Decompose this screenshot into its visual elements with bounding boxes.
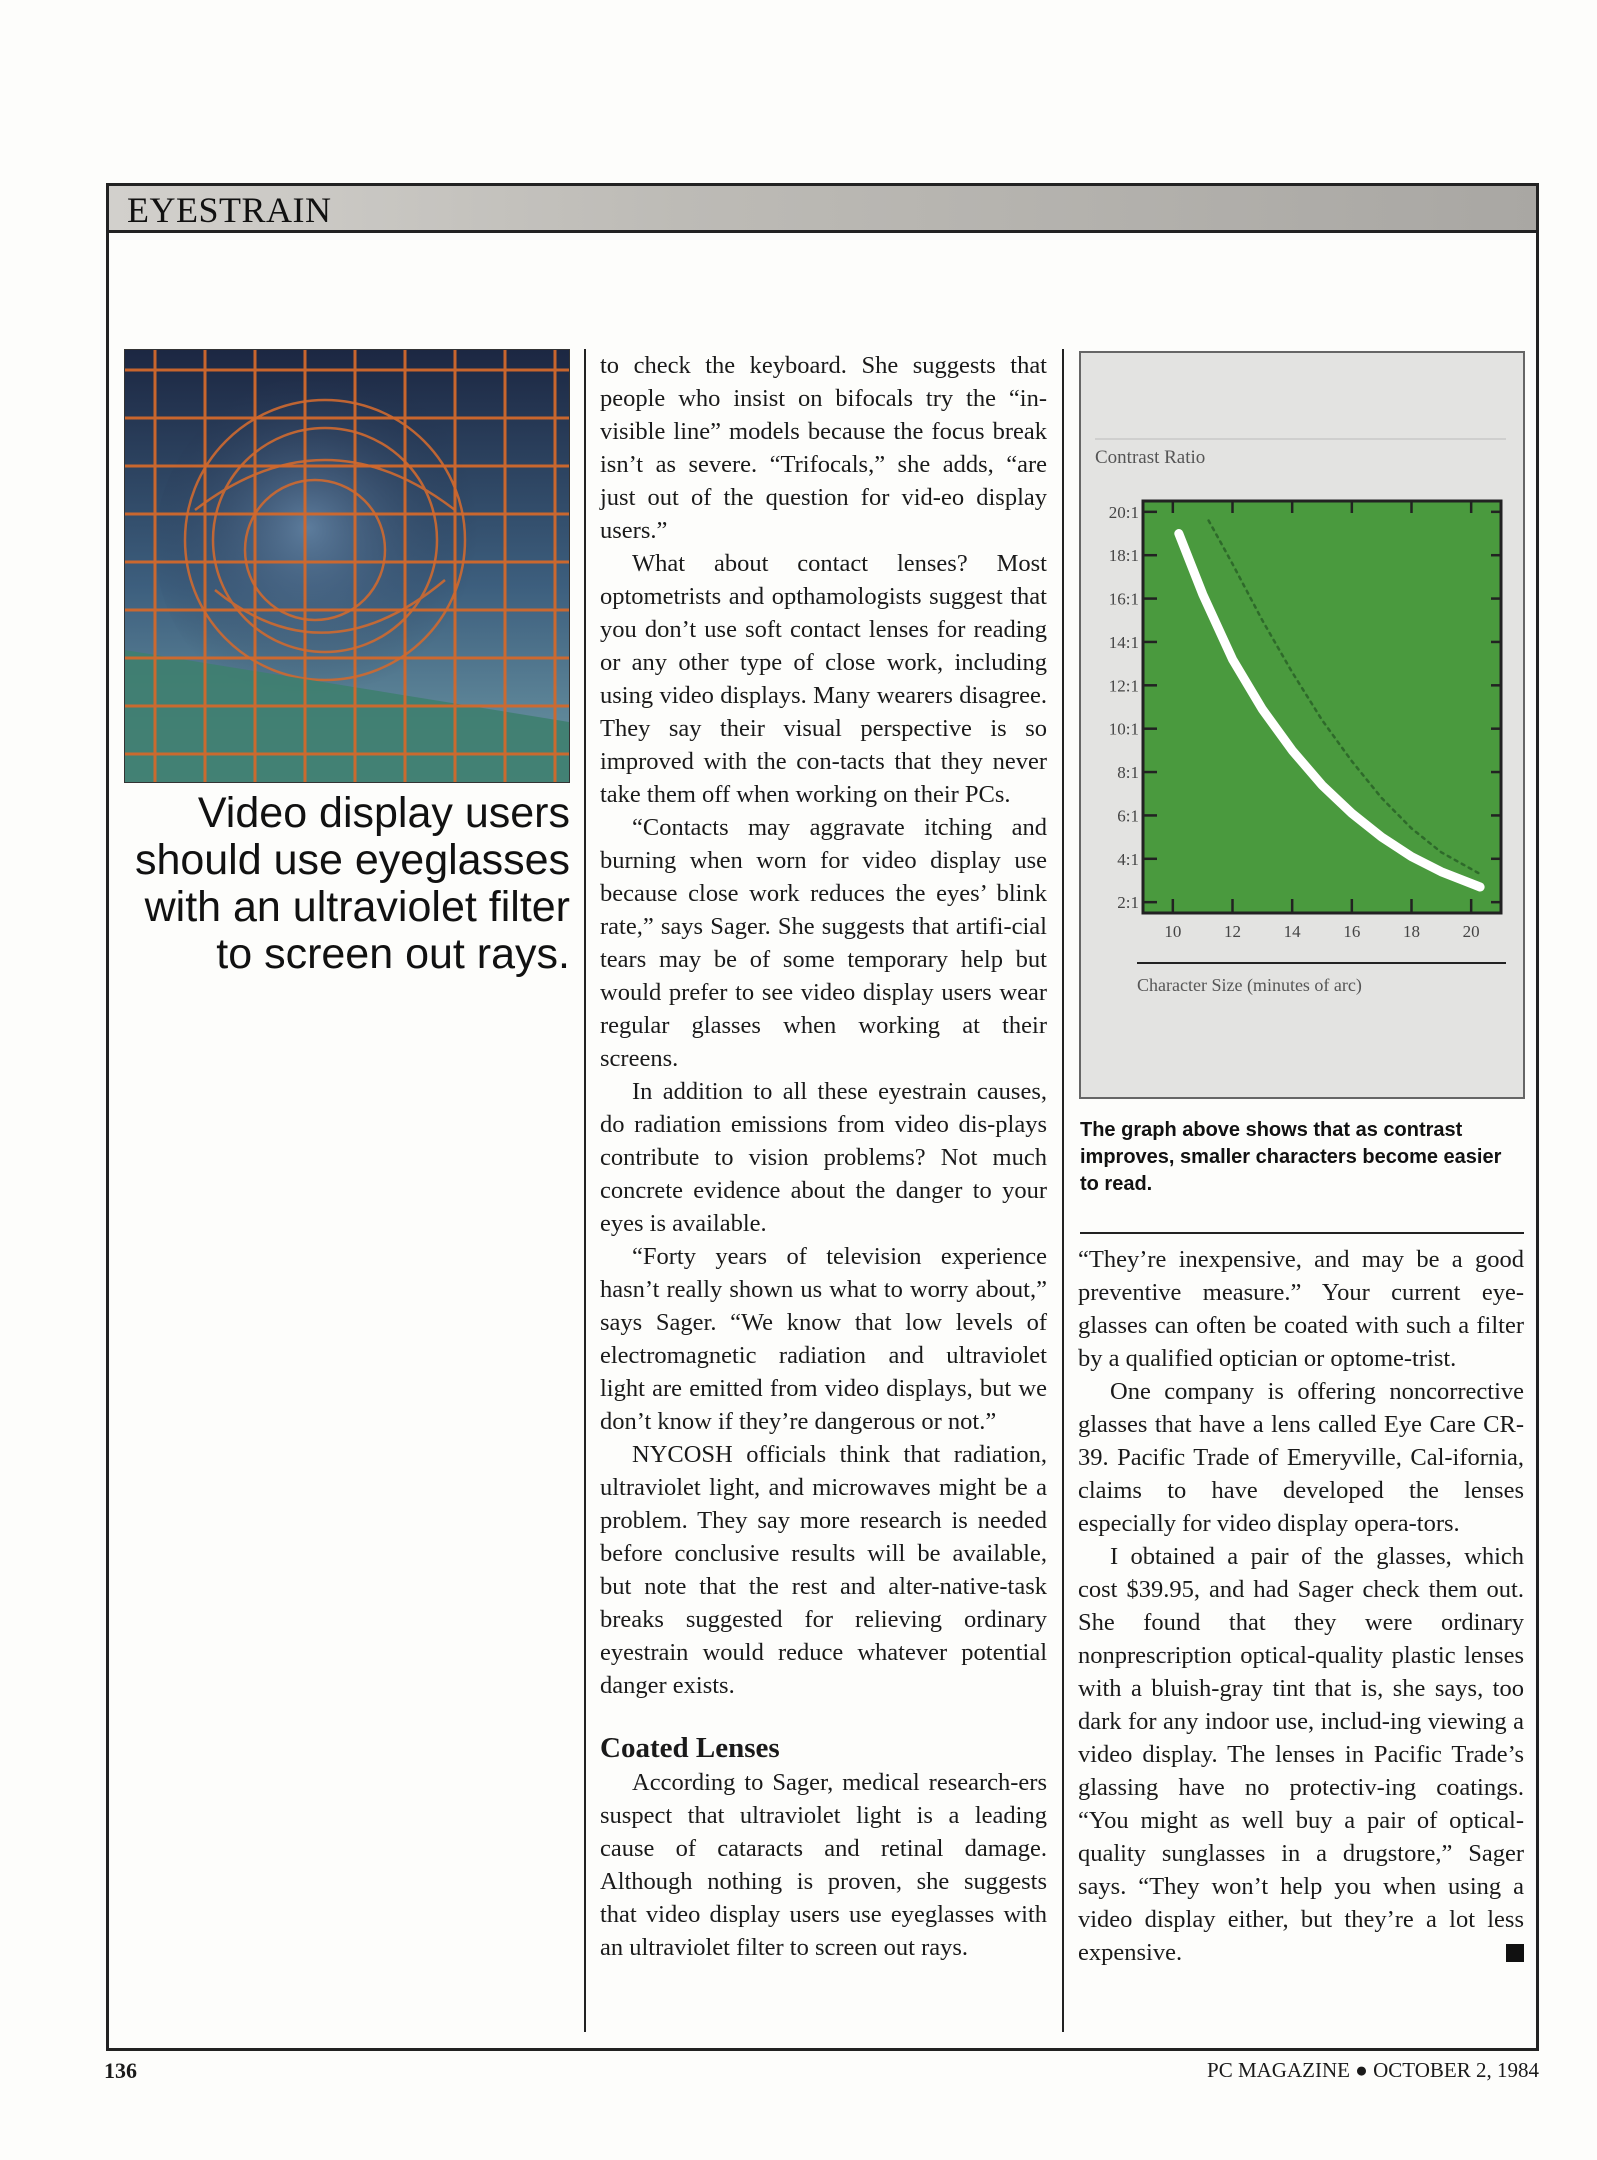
x-tick-label: 14 — [1283, 922, 1301, 941]
paragraph — [1078, 1540, 1524, 1969]
section-title: EYESTRAIN — [127, 190, 332, 230]
paragraph: One company is offering noncorrective glasses that have a lens called Eye Care CR-39. Pacific Trade of Emeryville, Cal-ifornia, claims to have developed the lenses especially for video display opera-tors. — [1078, 1378, 1524, 1537]
end-of-article-mark — [1506, 1944, 1524, 1962]
subheading: Coated Lenses — [600, 1732, 780, 1764]
paragraph: NYCOSH officials think that radiation, ultraviolet light, and microwaves might be a problem. They say more research is needed before conclusive results will be available, but note that the rest and alter-native-task breaks suggested for relieving ordinary eyestrain would reduce whatever potential danger exists. — [600, 1441, 1047, 1699]
x-tick-label: 16 — [1343, 922, 1361, 941]
publication-line: PC MAGAZINE ● OCTOBER 2, 1984 — [1207, 2058, 1539, 2082]
column-rule-left — [584, 349, 586, 2032]
y-tick-label: 12:1 — [1108, 676, 1139, 696]
x-tick-label: 18 — [1403, 922, 1420, 941]
paragraph: “Contacts may aggravate itching and burning when worn for video display use because close work reduces the eyes’ blink rate,” says Sager. She suggests that artifi-cial tears may be of some temporary help but would prefer to see video display users wear regular glasses when working at their screens. — [600, 814, 1047, 1072]
contrast-graph-panel — [1079, 351, 1525, 1099]
x-axis-label: Character Size (minutes of arc) — [1137, 975, 1362, 995]
x-tick-label: 20 — [1462, 922, 1480, 941]
y-tick-label: 16:1 — [1108, 589, 1139, 609]
caption-rule — [1080, 1232, 1524, 1234]
chart-title: Contrast Ratio — [1095, 447, 1206, 468]
pull-quote: Video display users should use eyeglasses with an ultraviolet filter to screen out rays. — [134, 789, 570, 978]
y-tick-label: 20:1 — [1108, 502, 1139, 522]
paragraph: What about contact lenses? Most optometrists and opthamologists suggest that you don’t use soft contact lenses for reading or any other type of close work, including using video displays. Many wearers disagree. They say their visual perspective is so improved with the con-tacts that they never take them off when working on their PCs. — [600, 550, 1047, 808]
paragraph: “They’re inexpensive, and may be a good preventive measure.” Your current eye-glasses can often be coated with such a filter by a qualified optician or optome-trist. — [1078, 1246, 1524, 1372]
y-tick-label: 2:1 — [1117, 893, 1139, 913]
graph-caption: The graph above shows that as contrast improves, smaller characters become easier to read. — [1080, 1119, 1502, 1195]
article-column-middle — [600, 349, 1047, 1964]
eye-grid-illustration — [124, 349, 570, 783]
y-tick-label: 18:1 — [1108, 546, 1139, 566]
x-tick-label: 10 — [1164, 922, 1182, 941]
x-tick-label: 12 — [1224, 922, 1241, 941]
paragraph: “Forty years of television experience hasn’t really shown us what to worry about,” says Sager. “We know that low levels of electromagnetic radiation and ultraviolet light are emitted from video displays, but we don’t know if they’re dangerous or not.” — [600, 1243, 1047, 1435]
chart-plot-area — [1143, 501, 1501, 913]
paragraph-text: I obtained a pair of the glasses, which cost $39.95, and had Sager check them out. She found that they were ordinary nonprescription optical-quality plastic lenses with a bluish-gray tint that is, she says, too dark for any indoor use, includ-ing viewing a video display. The lenses in Pacific Trade’s glassing have no protectiv-ing coatings. “You might as well buy a pair of optical-quality sunglasses in a drugstore,” Sager says. “They won’t help you when using a video display either, but they’re a lot less expensive. — [1078, 1543, 1524, 1966]
contrast-chart — [1081, 353, 1523, 1097]
y-tick-label: 14:1 — [1108, 632, 1139, 652]
y-tick-label: 6:1 — [1117, 806, 1139, 826]
eye-grid-svg — [125, 350, 569, 782]
article-column-right — [1078, 1243, 1524, 1969]
paragraph: In addition to all these eyestrain causes, do radiation emissions from video dis-plays contribute to vision problems? Not much concrete evidence about the danger to your eyes is available. — [600, 1078, 1047, 1237]
paragraph: to check the keyboard. She suggests that people who insist on bifocals try the “in-visible line” models because the focus break isn’t as severe. “Trifocals,” she adds, “are just out of the question for vid-eo display users.” — [600, 352, 1047, 544]
y-tick-label: 8:1 — [1117, 763, 1139, 783]
column-rule-right — [1062, 349, 1064, 2032]
page-number: 136 — [104, 2058, 137, 2083]
y-tick-label: 4:1 — [1117, 849, 1139, 869]
y-tick-label: 10:1 — [1108, 719, 1139, 739]
section-header — [106, 183, 1539, 233]
paragraph: According to Sager, medical research-ers suspect that ultraviolet light is a leading cause of cataracts and retinal damage. Although nothing is proven, she suggests that video display users use eyeglasses with an ultraviolet filter to screen out rays. — [600, 1769, 1047, 1961]
